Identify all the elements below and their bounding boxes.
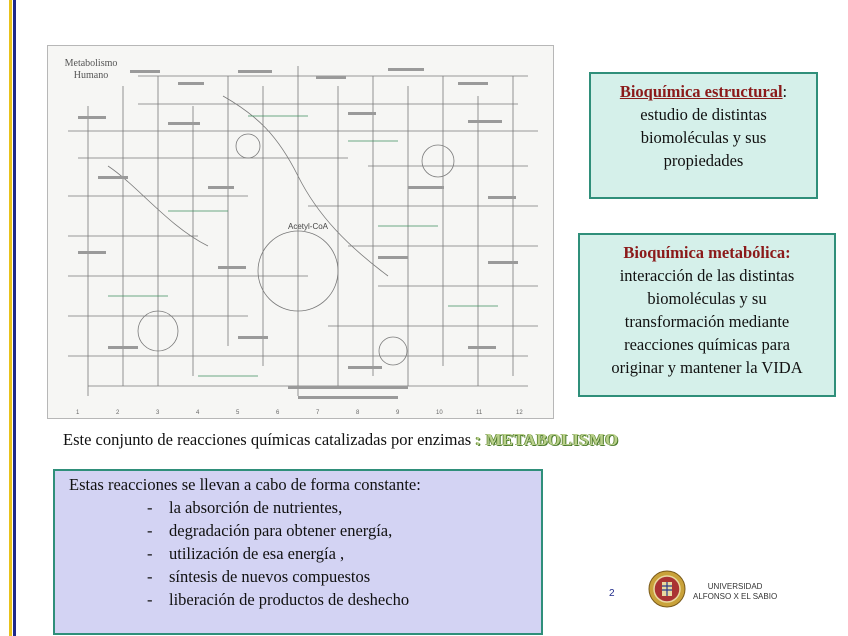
metabolic-line-3: transformación mediante [624, 312, 790, 331]
map-center-label: Acetyl-CoA [288, 222, 329, 231]
metabolic-line-1: interacción de las distintas [619, 266, 795, 285]
map-label-line2: Humano [73, 70, 109, 81]
map-label-line1: Metabolismo [64, 58, 118, 69]
metabolism-highlight: : METABOLISMO [475, 430, 619, 449]
metabolic-title: Bioquímica metabólica: [623, 243, 791, 262]
structural-line-3: propiedades [663, 151, 744, 170]
metabolic-line-4: reacciones químicas para [624, 335, 790, 354]
reaction-item-waste-release: - liberación de productos de deshecho [147, 588, 409, 611]
structural-line-1: estudio de distintas [640, 105, 767, 124]
metabolic-line-2: biomoléculas y su [647, 289, 767, 308]
left-edge-blue-bar [13, 0, 16, 636]
map-column-12: 12 [516, 410, 523, 416]
map-column-10: 10 [436, 410, 443, 416]
reaction-item-energy-use: - utilización de esa energía , [147, 542, 409, 565]
map-column-3: 3 [156, 410, 160, 416]
structural-title-line [591, 80, 816, 103]
map-column-11: 11 [476, 410, 483, 416]
map-column-5: 5 [236, 410, 240, 416]
map-column-8: 8 [356, 410, 360, 416]
page-number: 2 [609, 588, 615, 599]
map-column-1: 1 [76, 410, 80, 416]
reaction-item-synthesis: - síntesis de nuevos compuestos [147, 565, 409, 588]
reaction-item-absorption: - la absorción de nutrientes, [147, 496, 409, 519]
map-column-9: 9 [396, 410, 400, 416]
university-name-line2: ALFONSO X EL SABIO [693, 592, 778, 601]
structural-title-colon: : [782, 82, 788, 101]
metabolic-line-5: originar y mantener la VIDA [611, 358, 803, 377]
metabolism-definition-text: Este conjunto de reacciones químicas catalizadas por enzimas [63, 430, 472, 449]
structural-line-2: biomoléculas y sus [640, 128, 767, 147]
university-name-line1: UNIVERSIDAD [707, 582, 763, 591]
map-column-4: 4 [196, 410, 200, 416]
metabolic-pathways-map [47, 45, 554, 419]
university-name [693, 582, 777, 602]
metabolism-definition [63, 430, 833, 450]
reaction-item-degradation: - degradación para obtener energía, [147, 519, 409, 542]
left-edge-yellow-bar [9, 0, 12, 636]
university-seal-icon [648, 570, 686, 608]
reactions-intro: Estas reacciones se llevan a cabo de forma constante: [69, 475, 421, 494]
reactions-list [147, 496, 409, 611]
map-column-2: 2 [116, 410, 120, 416]
map-column-7: 7 [316, 410, 320, 416]
reactions-box [53, 469, 543, 635]
map-column-6: 6 [276, 410, 280, 416]
map-column-numbers [76, 410, 523, 416]
structural-title: Bioquímica estructural [619, 82, 783, 101]
structural-biochemistry-box [589, 72, 818, 199]
pathway-diagram [48, 46, 553, 418]
metabolic-biochemistry-box [578, 233, 836, 397]
